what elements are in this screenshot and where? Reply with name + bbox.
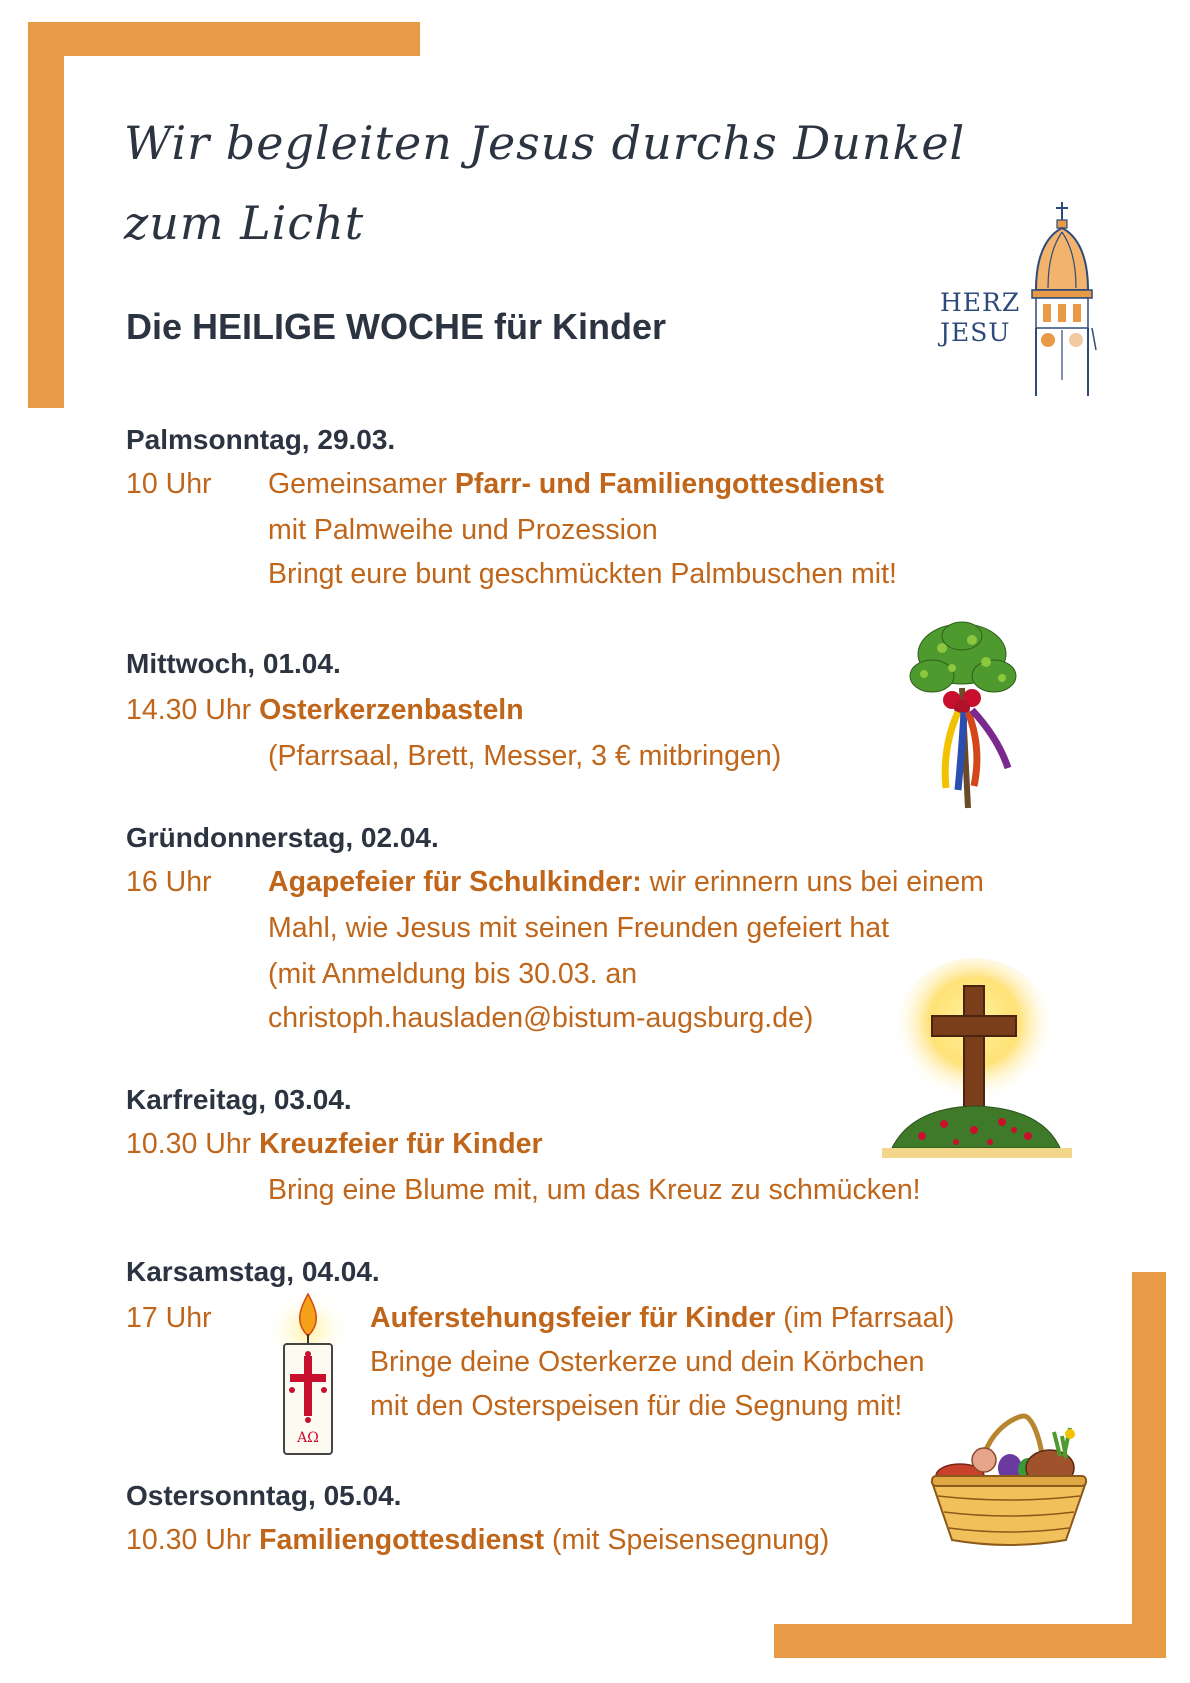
event-karfreitag-line1: 10.30 Uhr Kreuzfeier für Kinder <box>126 1128 543 1160</box>
page-subtitle: Die HEILIGE WOCHE für Kinder <box>126 306 667 347</box>
logo-text-line1: HERZ <box>940 288 1021 317</box>
logo-text-line2: JESU <box>940 318 1011 347</box>
day-heading-palmsonntag: Palmsonntag, 29.03. <box>126 424 396 455</box>
event-mittwoch-line2: (Pfarrsaal, Brett, Messer, 3 € mitbringen) <box>268 740 782 772</box>
event-palmsonntag-line3: Bringt eure bunt geschmückten Palmbuschen mit! <box>268 558 897 590</box>
event-karsamstag-line1: Auferstehungsfeier für Kinder (im Pfarrsaal) <box>370 1302 955 1334</box>
event-gruendonnerstag-line3: (mit Anmeldung bis 30.03. an <box>268 958 638 990</box>
event-karsamstag-line2: Bringe deine Osterkerze und dein Körbchen <box>370 1346 925 1378</box>
corner-frame-bottom-horizontal <box>774 1624 1166 1658</box>
easter-candle-icon <box>262 1290 358 1460</box>
event-karfreitag-line2: Bring eine Blume mit, um das Kreuz zu schmücken! <box>268 1174 921 1206</box>
event-gruendonnerstag-line1: Agapefeier für Schulkinder: wir erinnern uns bei einem <box>268 866 984 898</box>
svg-text:AΩ: AΩ <box>297 1430 319 1446</box>
event-mittwoch-line1: 14.30 Uhr Osterkerzenbasteln <box>126 694 524 726</box>
cross-icon <box>882 958 1072 1164</box>
palm-bundle-icon <box>902 618 1032 818</box>
event-palmsonntag-line1: Gemeinsamer Pfarr- und Familiengottesdienst <box>268 468 885 500</box>
time-gruendonnerstag: 16 Uhr <box>126 866 212 898</box>
day-heading-gruendonnerstag: Gründonnerstag, 02.04. <box>126 822 439 853</box>
event-gruendonnerstag-line2: Mahl, wie Jesus mit seinen Freunden gefeiert hat <box>268 912 889 944</box>
time-palmsonntag: 10 Uhr <box>126 468 212 500</box>
event-palmsonntag-line2: mit Palmweihe und Prozession <box>268 514 658 546</box>
page-title-line2: zum Licht <box>124 196 365 250</box>
day-heading-karsamstag: Karsamstag, 04.04. <box>126 1256 380 1287</box>
day-heading-karfreitag: Karfreitag, 03.04. <box>126 1084 352 1115</box>
corner-frame-top-horizontal <box>28 22 420 56</box>
day-heading-ostersonntag: Ostersonntag, 05.04. <box>126 1480 402 1511</box>
page-title-line1: Wir begleiten Jesus durchs Dunkel <box>124 116 966 170</box>
event-gruendonnerstag-email[interactable]: christoph.hausladen@bistum-augsburg.de) <box>268 1002 814 1034</box>
day-heading-mittwoch: Mittwoch, 01.04. <box>126 648 341 679</box>
event-ostersonntag-line1: 10.30 Uhr Familiengottesdienst (mit Speisensegnung) <box>126 1524 830 1556</box>
event-karsamstag-line3: mit den Osterspeisen für die Segnung mit! <box>370 1390 903 1422</box>
easter-basket-icon <box>924 1412 1094 1552</box>
time-karsamstag: 17 Uhr <box>126 1302 212 1334</box>
corner-frame-top-vertical <box>28 22 64 408</box>
herz-jesu-logo <box>940 200 1100 396</box>
corner-frame-bottom-vertical <box>1132 1272 1166 1658</box>
